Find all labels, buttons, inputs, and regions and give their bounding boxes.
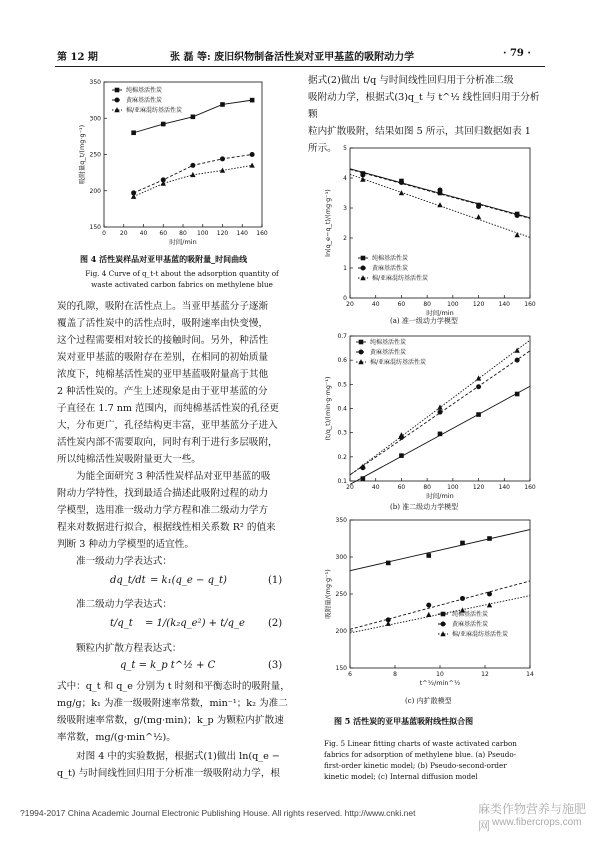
- eq1-number: (1): [268, 575, 283, 586]
- x-axis-label: 时间/min: [426, 309, 454, 317]
- eq2-number: (2): [268, 618, 283, 629]
- text-line: 所示。: [308, 143, 337, 154]
- figure5b-subcaption: (b) 准二级动力学模型: [390, 503, 459, 511]
- data-point: [514, 232, 519, 237]
- data-point: [161, 122, 166, 127]
- eq3-title: 颗粒内扩散方程表达式：: [76, 643, 182, 654]
- x-axis-label: 时间/min: [426, 492, 454, 500]
- y-tick-label: 300: [89, 115, 101, 123]
- y-tick-label: 200: [335, 628, 347, 635]
- data-point: [250, 98, 255, 103]
- x-tick-label: 0: [102, 230, 106, 237]
- legend-marker: [361, 266, 366, 271]
- text-line: 子直径在 1.7 nm 范围内，而纯棉基活性炭的孔径更: [57, 403, 279, 414]
- data-point: [426, 612, 431, 617]
- figure4-chart: [60, 74, 270, 254]
- y-tick-label: 0.1: [337, 478, 347, 485]
- data-point: [131, 130, 136, 135]
- header-rule: [55, 66, 545, 67]
- legend-label: 黄麻基活性炭: [370, 349, 407, 357]
- legend-marker: [115, 88, 120, 93]
- x-tick-label: 8: [393, 671, 397, 678]
- left-paragraph-3: [57, 678, 297, 746]
- x-tick-label: 60: [397, 484, 406, 491]
- figure4-caption-en: [72, 268, 292, 290]
- text-line: 级吸附速率常数，g/(mg·min)；k_p 为颗粒内扩散速: [57, 715, 284, 726]
- data-point: [476, 384, 481, 389]
- x-tick-label: 60: [159, 230, 168, 237]
- data-point: [250, 152, 255, 157]
- text-line: 覆盖了活性炭中的活性点时，吸附速率由快变慢，: [57, 318, 269, 329]
- data-point: [190, 172, 195, 177]
- x-tick-label: 80: [423, 301, 431, 308]
- figure5-caption-en: [324, 738, 549, 782]
- data-point: [399, 453, 404, 458]
- y-tick-label: 0.2: [337, 453, 347, 461]
- plot-frame: [350, 520, 530, 668]
- data-point: [515, 358, 520, 363]
- data-point: [220, 168, 225, 173]
- x-axis-label: 时间/min: [169, 238, 197, 246]
- data-point: [190, 163, 195, 168]
- text-line: 式中：q_t 和 q_e 分别为 t 时刻和平衡态时的吸附量，: [57, 681, 290, 692]
- figure4-caption-en-line: waste activated carbon fabrics on methylene blue: [91, 280, 273, 289]
- data-point: [437, 404, 442, 409]
- text-line: 大，分布更广，孔径结构更丰富，亚甲基蓝分子进入: [57, 420, 278, 431]
- data-point: [476, 412, 481, 417]
- data-point: [386, 561, 391, 566]
- data-point: [515, 392, 520, 397]
- y-tick-label: 3: [343, 205, 347, 212]
- data-point: [438, 410, 443, 415]
- text-line: 吸附动力学，根据式(3)q_t 与 t^½ 线性回归用于分析颗: [308, 92, 540, 120]
- x-tick-label: 100: [447, 301, 459, 308]
- figure5-caption-en-line: kinetic model; (c) Internal diffusion model: [324, 772, 478, 781]
- x-tick-label: 100: [447, 484, 459, 491]
- text-line: 为能全面研究 3 种活性炭样品对亚甲基蓝的吸: [76, 471, 271, 482]
- y-tick-label: 4: [343, 175, 347, 182]
- text-line: 粒内扩散吸附，结果如图 5 所示，其回归数据如表 1: [308, 126, 531, 137]
- left-paragraph-4: [57, 748, 297, 782]
- legend-label: 纯棉基活性炭: [126, 87, 163, 95]
- y-axis-label: 吸附量/(mg·g⁻¹): [324, 569, 332, 619]
- y-axis-label: 吸附量q_t/(mg·g⁻¹): [78, 124, 86, 185]
- data-point: [487, 602, 492, 607]
- figure5b-chart: [308, 328, 543, 508]
- y-tick-label: 250: [89, 151, 101, 159]
- text-line: 学模型，选用准一级动力学方程和准二级动力学方: [57, 505, 269, 516]
- x-tick-label: 160: [256, 230, 268, 237]
- data-point: [426, 603, 431, 608]
- data-point: [361, 476, 366, 481]
- legend-marker: [441, 612, 446, 617]
- legend-label: 纯棉基活性炭: [372, 255, 409, 263]
- page-number: · 79 ·: [503, 48, 531, 59]
- legend-marker: [115, 98, 120, 103]
- eq2-title: 准二级动力学表达式：: [76, 599, 172, 610]
- data-point: [220, 156, 225, 161]
- legend-marker: [359, 350, 364, 355]
- data-point: [191, 115, 196, 120]
- watermark-url: www.fibercrops.com: [492, 817, 582, 828]
- data-point: [515, 213, 520, 218]
- running-title: 张 磊 等: 废旧织物制备活性炭对亚甲基蓝的吸附动力学: [170, 52, 415, 63]
- series-line: [134, 165, 253, 196]
- x-tick-label: 20: [346, 301, 354, 308]
- eq1-lhs: dq_t/dt: [110, 575, 146, 586]
- text-line: 所以纯棉活性炭吸附量更大一些。: [57, 454, 201, 465]
- x-tick-label: 40: [139, 230, 148, 237]
- x-tick-label: 160: [524, 301, 536, 308]
- y-tick-label: 200: [89, 187, 101, 195]
- data-point: [399, 180, 404, 185]
- eq3-number: (3): [268, 660, 283, 671]
- data-point: [399, 190, 404, 195]
- eq3-body: q_t = k_p t^½ + C: [120, 660, 216, 671]
- data-point: [437, 202, 442, 207]
- eq1-rhs: = k₁(q_e − q_t): [150, 575, 227, 586]
- watermark-text: 麻类作物营养与施肥网: [478, 802, 587, 833]
- y-tick-label: 250: [335, 591, 347, 598]
- x-tick-label: 120: [472, 301, 485, 308]
- x-tick-label: 12: [481, 671, 489, 678]
- x-tick-label: 20: [119, 230, 128, 237]
- issue-number: 第 12 期: [57, 52, 98, 63]
- legend-label: 棉/亚麻混纺基活性炭: [372, 275, 429, 283]
- left-paragraph-1: [57, 298, 297, 468]
- text-line: q_t) 与时间线性回归用于分析准一级吸附动力学，根: [57, 768, 281, 779]
- left-paragraph-2: [57, 468, 297, 553]
- y-axis-label: ln(q_e−q_t)/(mg·g⁻¹): [324, 189, 332, 257]
- x-tick-label: 120: [216, 230, 229, 237]
- figure5c-subcaption: (c) 内扩散模型: [405, 697, 452, 705]
- figure5a-subcaption: (a) 准一级动力学模型: [390, 317, 458, 325]
- text-line: 据式(2)做出 t/q 与时间线性回归用于分析准二级: [308, 75, 514, 86]
- data-point: [460, 596, 465, 601]
- figure4-caption-cn: 图 4 活性炭样品对亚甲基蓝的吸附量_时间曲线: [80, 254, 248, 264]
- data-point: [426, 553, 431, 558]
- data-point: [487, 536, 492, 541]
- text-line: 炭的孔隙，吸附在活性点上。当亚甲基蓝分子逐渐: [57, 301, 269, 312]
- series-line: [350, 530, 530, 571]
- x-tick-label: 140: [498, 301, 511, 308]
- figure5-caption-en-line: Fig. 5 Linear fitting charts of waste activated carbon: [324, 739, 517, 748]
- data-point: [476, 204, 481, 209]
- text-line: 这个过程需要相对较长的接触时间。另外，种活性: [57, 335, 269, 346]
- y-tick-label: 0.5: [337, 381, 347, 389]
- x-tick-label: 6: [348, 671, 352, 678]
- text-line: 活性炭内部不需要取向，同时有利于进行多层吸附，: [57, 437, 278, 448]
- y-tick-label: 150: [89, 224, 101, 231]
- figure5-caption-en-line: first-order kinetic model; (b) Pseudo-second-order: [324, 761, 507, 770]
- x-tick-label: 160: [524, 484, 536, 491]
- data-point: [476, 375, 481, 380]
- x-tick-label: 140: [498, 484, 511, 491]
- y-tick-label: 350: [89, 79, 101, 86]
- eq2-lhs: t/q_t: [110, 618, 133, 629]
- figure5-caption-cn: 图 5 活性炭的亚甲基蓝吸附线性拟合图: [334, 716, 474, 726]
- data-point: [438, 188, 443, 193]
- text-line: 附动力学特性，找到最适合描述此吸附过程的动力: [57, 488, 269, 499]
- x-tick-label: 60: [397, 301, 406, 308]
- copyright-footer: ?1994-2017 China Academic Journal Electronic Publishing House. All rights reserved. http://www.cnki.net: [20, 808, 416, 818]
- legend-label: 黄麻基活性炭: [126, 97, 163, 105]
- data-point: [476, 214, 481, 219]
- y-tick-label: 350: [335, 517, 347, 524]
- legend-marker: [359, 340, 364, 345]
- x-tick-label: 100: [197, 230, 209, 237]
- text-line: mg/g；k₁ 为准一级吸附速率常数，min⁻¹；k₂ 为准二: [57, 698, 288, 709]
- eq2-rhs: = 1/(k₂q_e²) + t/q_e: [145, 618, 245, 629]
- x-tick-label: 80: [179, 230, 187, 237]
- data-point: [249, 162, 254, 167]
- y-tick-label: 150: [335, 665, 347, 672]
- y-axis-label: (t/q_t)/(min·g·mg⁻¹): [324, 376, 332, 441]
- legend-label: 纯棉基活性炭: [370, 339, 407, 347]
- text-line: 率常数，mg/(g·min^½)。: [57, 732, 176, 743]
- x-tick-label: 80: [423, 484, 431, 491]
- eq1-title: 准一级动力学表达式：: [76, 556, 172, 567]
- legend-marker: [361, 256, 366, 261]
- y-tick-label: 300: [335, 554, 347, 561]
- x-axis-label: t^½/min^½: [419, 679, 461, 687]
- x-tick-label: 10: [436, 671, 444, 678]
- x-tick-label: 140: [236, 230, 248, 237]
- y-tick-label: 0: [343, 295, 347, 302]
- legend-label: 黄麻基活性炭: [452, 621, 489, 629]
- x-tick-label: 14: [526, 671, 534, 678]
- legend-marker: [441, 622, 446, 627]
- y-tick-label: 0.3: [337, 429, 347, 437]
- data-point: [460, 541, 465, 546]
- x-tick-label: 120: [472, 484, 485, 491]
- legend-label: 黄麻基活性炭: [372, 265, 409, 273]
- data-point: [438, 432, 443, 437]
- y-tick-label: 5: [343, 145, 347, 152]
- y-tick-label: 2: [343, 235, 347, 242]
- text-line: 炭对亚甲基蓝的吸附存在差别，在相同的初始质量: [57, 352, 269, 363]
- figure5-caption-en-line: fabrics for adsorption of methylene blue. (a) Pseudo-: [324, 750, 517, 759]
- data-point: [220, 102, 225, 107]
- figure5c-chart: [308, 512, 543, 697]
- y-tick-label: 1: [343, 265, 347, 272]
- text-line: 判断 3 种动力学模型的适宜性。: [57, 539, 194, 550]
- x-tick-label: 20: [346, 484, 354, 491]
- figure4-caption-en-line: Fig. 4 Curve of q_t-t about the adsorption quantity of: [85, 269, 279, 278]
- legend-label: 纯棉基活性炭: [452, 611, 489, 619]
- data-point: [487, 592, 492, 597]
- y-tick-label: 0.4: [337, 405, 347, 413]
- x-tick-label: 40: [371, 301, 380, 308]
- text-line: 程来对数据进行拟合，根据线性相关系数 R² 的值来: [57, 522, 276, 533]
- legend-label: 棉/亚麻混纺基活性炭: [370, 359, 427, 367]
- legend-label: 棉/亚麻混纺基活性炭: [126, 107, 183, 115]
- y-tick-label: 0.6: [337, 357, 347, 365]
- y-tick-label: 0.7: [337, 333, 347, 340]
- text-line: 浓度下，纯棉基活性炭的亚甲基蓝吸附量高于其他: [57, 369, 269, 380]
- series-line: [350, 581, 530, 629]
- text-line: 2 种活性炭的。产生上述现象是由于亚甲基蓝的分: [57, 386, 268, 397]
- legend-label: 棉/亚麻混纺基活性炭: [452, 631, 509, 639]
- figure5a-chart: [308, 140, 543, 320]
- text-line: 对图 4 中的实验数据，根据式(1)做出 ln(q_e −: [76, 751, 280, 762]
- x-tick-label: 40: [371, 484, 380, 491]
